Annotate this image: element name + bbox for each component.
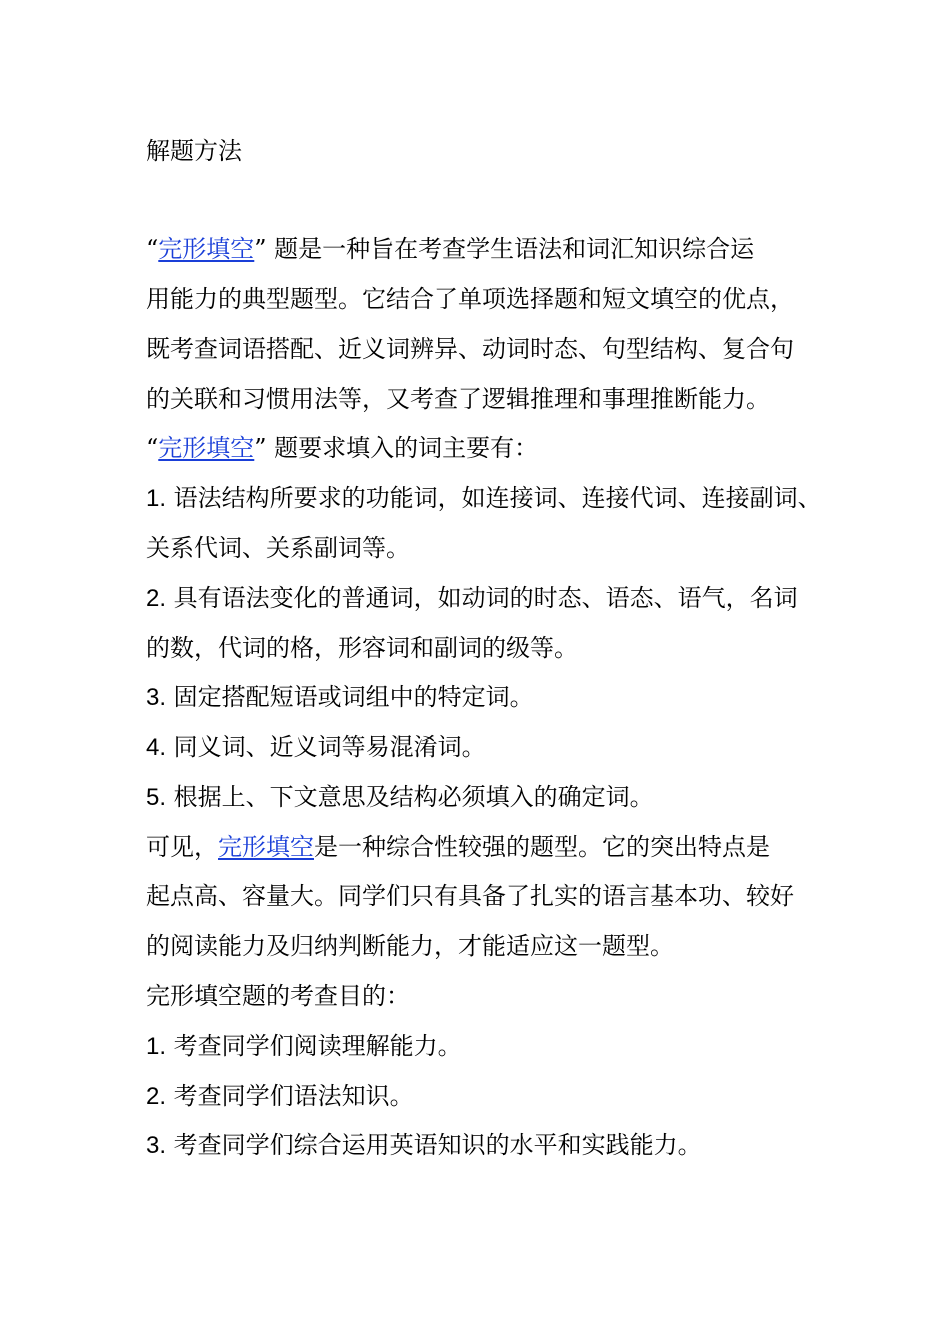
list-number: 1. bbox=[146, 485, 167, 512]
intro-line-5-text: ” 题要求填入的词主要有： bbox=[254, 434, 539, 462]
summary-line-3: 的阅读能力及归纳判断能力，才能适应这一题型。 bbox=[146, 932, 674, 960]
summary-prefix: 可见， bbox=[146, 833, 218, 861]
cloze-link[interactable]: 完形填空 bbox=[158, 235, 255, 263]
list-item-1-line-1 bbox=[146, 482, 822, 515]
purpose-item-1 bbox=[146, 1030, 462, 1063]
list-item-text: 根据上、下文意思及结构必须填入的确定词。 bbox=[166, 783, 654, 811]
list-number: 5. bbox=[146, 784, 167, 811]
list-item-text: 同义词、近义词等易混淆词。 bbox=[166, 733, 486, 761]
list-item-text: 语法结构所要求的功能词，如连接词、连接代词、连接副词、 bbox=[166, 484, 822, 512]
cloze-link[interactable]: 完形填空 bbox=[218, 833, 314, 861]
purpose-title: 完形填空题的考查目的： bbox=[146, 982, 410, 1010]
purpose-item-text: 考查同学们语法知识。 bbox=[166, 1082, 414, 1110]
intro-line-1-text: ” 题是一种旨在考查学生语法和词汇知识综合运 bbox=[254, 235, 755, 263]
summary-line-1-text: 是一种综合性较强的题型。它的突出特点是 bbox=[314, 833, 770, 861]
list-number: 1. bbox=[146, 1033, 167, 1060]
open-quote: “ bbox=[146, 434, 159, 462]
list-item-2-line-1 bbox=[146, 582, 798, 615]
list-item-text: 具有语法变化的普通词，如动词的时态、语态、语气，名词 bbox=[166, 584, 798, 612]
summary-line-1 bbox=[146, 831, 770, 863]
list-item-text: 固定搭配短语或词组中的特定词。 bbox=[166, 683, 534, 711]
intro-line-1 bbox=[146, 233, 754, 265]
intro-line-4: 的关联和习惯用法等，又考查了逻辑推理和事理推断能力。 bbox=[146, 385, 770, 413]
list-item-2-line-2: 的数，代词的格，形容词和副词的级等。 bbox=[146, 634, 578, 662]
list-item-3 bbox=[146, 681, 534, 714]
intro-line-3: 既考查词语搭配、近义词辨异、动词时态、句型结构、复合句 bbox=[146, 335, 794, 363]
intro-line-5 bbox=[146, 432, 538, 464]
list-number: 3. bbox=[146, 1132, 167, 1159]
list-item-5 bbox=[146, 781, 654, 814]
list-number: 4. bbox=[146, 734, 167, 761]
open-quote: “ bbox=[146, 235, 159, 263]
page-heading: 解题方法 bbox=[146, 137, 242, 165]
purpose-item-2 bbox=[146, 1080, 414, 1113]
list-item-1-line-2: 关系代词、关系副词等。 bbox=[146, 534, 410, 562]
purpose-item-text: 考查同学们综合运用英语知识的水平和实践能力。 bbox=[166, 1131, 702, 1159]
list-number: 2. bbox=[146, 1083, 167, 1110]
purpose-item-text: 考查同学们阅读理解能力。 bbox=[166, 1032, 462, 1060]
list-item-4 bbox=[146, 731, 486, 764]
list-number: 2. bbox=[146, 585, 167, 612]
cloze-link[interactable]: 完形填空 bbox=[158, 434, 255, 462]
summary-line-2: 起点高、容量大。同学们只有具备了扎实的语言基本功、较好 bbox=[146, 882, 794, 910]
list-number: 3. bbox=[146, 684, 167, 711]
purpose-item-3 bbox=[146, 1129, 702, 1162]
intro-line-2: 用能力的典型题型。它结合了单项选择题和短文填空的优点， bbox=[146, 285, 794, 313]
